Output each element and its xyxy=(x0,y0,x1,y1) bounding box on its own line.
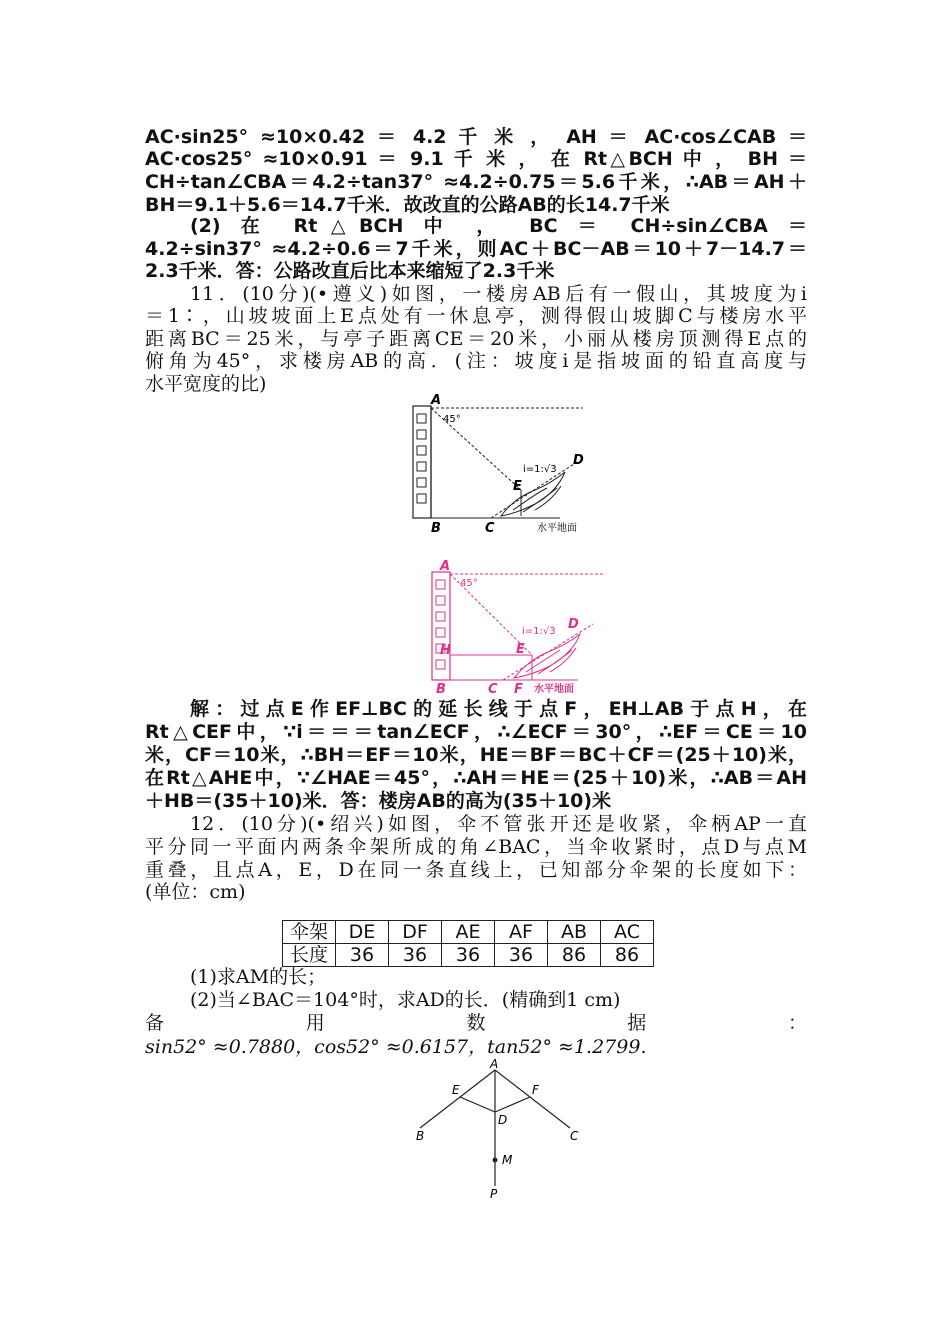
text-line: sin52° ≈0.7880，cos52° ≈0.6157，tan52° ≈1.2799. xyxy=(145,1036,647,1058)
fig3-label-C: C xyxy=(570,1129,579,1143)
fig2-label-B: B xyxy=(436,682,446,695)
text-line: (2)当∠BAC＝104°时，求AD的长．(精确到1 cm) xyxy=(190,989,621,1011)
fig3-label-M: M xyxy=(502,1153,513,1167)
text-line: (单位：cm) xyxy=(145,881,246,903)
fig1-label-D: D xyxy=(573,453,584,468)
text-line: CH÷tan∠CBA＝4.2÷tan37° ≈4.2÷0.75＝5.6千米，∴AB＝AH＋ xyxy=(145,171,807,193)
fig1-label-A: A xyxy=(431,393,442,408)
text-line: 平分同一平面内两条伞架所成的角∠BAC，当伞收紧时，点D与点M xyxy=(145,836,807,858)
text-line: 2.3千米．答：公路改直后比本来缩短了2.3千米 xyxy=(145,260,555,282)
fig3-label-A: A xyxy=(490,1058,499,1071)
table-row: 长度 36 36 36 36 86 86 xyxy=(283,944,654,967)
text-line: 11．(10分)(•遵义)如图，一楼房AB后有一假山，其坡度为i xyxy=(190,283,807,305)
text-line: 4.2÷sin37° ≈4.2÷0.6＝7千米，则AC＋BC－AB＝10＋7－14.7＝ xyxy=(145,238,807,260)
fig2-label-F: F xyxy=(514,682,523,695)
text-line: 距离BC＝25米，与亭子距离CE＝20米，小丽从楼房顶测得E点的 xyxy=(145,328,807,350)
figure-umbrella xyxy=(410,1058,600,1198)
fig2-label-C: C xyxy=(488,682,498,695)
figure-building-slope xyxy=(395,392,595,537)
text-line: 俯角为45°，求楼房AB的高．(注：坡度i是指坡面的铅直高度与 xyxy=(145,350,807,372)
text-line: 备 用 数 据 ： xyxy=(145,1012,807,1034)
fig1-label-C: C xyxy=(485,521,495,536)
text-line: 12．(10分)(•绍兴)如图，伞不管张开还是收紧，伞柄AP一直 xyxy=(190,813,807,835)
umbrella-frame-table xyxy=(282,920,654,967)
fig1-label-angle: 45° xyxy=(443,414,461,425)
fig1-label-B: B xyxy=(431,521,441,536)
fig3-label-P: P xyxy=(490,1187,498,1198)
text-line: 重叠，且点A，E，D在同一条直线上，已知部分伞架的长度如下： xyxy=(145,859,807,881)
fig1-label-E: E xyxy=(513,479,522,494)
text-line: 米，CF＝10米，∴BH＝EF＝10米，HE＝BF＝BC＋CF＝(25＋10)米， xyxy=(145,744,807,766)
fig2-label-angle: 45° xyxy=(460,578,478,589)
text-line: ＋HB＝(35＋10)米．答：楼房AB的高为(35＋10)米 xyxy=(145,790,612,812)
figure-building-slope-solution xyxy=(418,560,618,695)
text-line: Rt△CEF中，∵i＝＝＝tan∠ECF，∴∠ECF＝30°，∴EF＝CE＝10 xyxy=(145,721,807,743)
fig2-label-A: A xyxy=(440,560,451,574)
fig3-label-F: F xyxy=(532,1083,539,1097)
table-header-row: 伞架 DE DF AE AF AB AC xyxy=(283,921,654,944)
fig1-label-ground: 水平地面 xyxy=(537,523,577,534)
text-line: (2) 在 Rt△BCH 中 ， BC ＝ CH÷sin∠CBA ＝ xyxy=(190,215,807,237)
text-line: 水平宽度的比) xyxy=(145,373,267,395)
fig2-label-slope: i=1:√3 xyxy=(522,626,556,637)
fig1-label-slope: i=1:√3 xyxy=(523,464,557,475)
fig3-label-E: E xyxy=(452,1083,460,1097)
text-line: BH＝9.1＋5.6＝14.7千米．故改直的公路AB的长14.7千米 xyxy=(145,194,670,216)
text-line: AC·sin25° ≈10×0.42 ＝ 4.2 千 米 ， AH ＝ AC·cos∠CAB ＝ xyxy=(145,126,807,148)
fig2-label-H: H xyxy=(440,643,451,658)
text-line: AC·cos25° ≈10×0.91 ＝ 9.1 千 米 ， 在 Rt△BCH 中 ， BH ＝ xyxy=(145,148,807,170)
fig2-label-E: E xyxy=(516,642,525,657)
fig2-label-ground: 水平地面 xyxy=(534,684,574,695)
fig2-label-D: D xyxy=(568,617,579,632)
fig3-label-D: D xyxy=(498,1113,508,1127)
text-line: 在Rt△AHE中，∵∠HAE＝45°，∴AH＝HE＝(25＋10)米，∴AB＝AH xyxy=(145,767,807,789)
text-line: (1)求AM的长； xyxy=(190,966,327,988)
text-line: 解：过点E作EF⊥BC的延长线于点F，EH⊥AB于点H，在 xyxy=(190,698,807,720)
fig3-label-B: B xyxy=(416,1129,425,1143)
text-line: ＝1∶，山坡坡面上E点处有一休息亭，测得假山坡脚C与楼房水平 xyxy=(145,305,807,327)
